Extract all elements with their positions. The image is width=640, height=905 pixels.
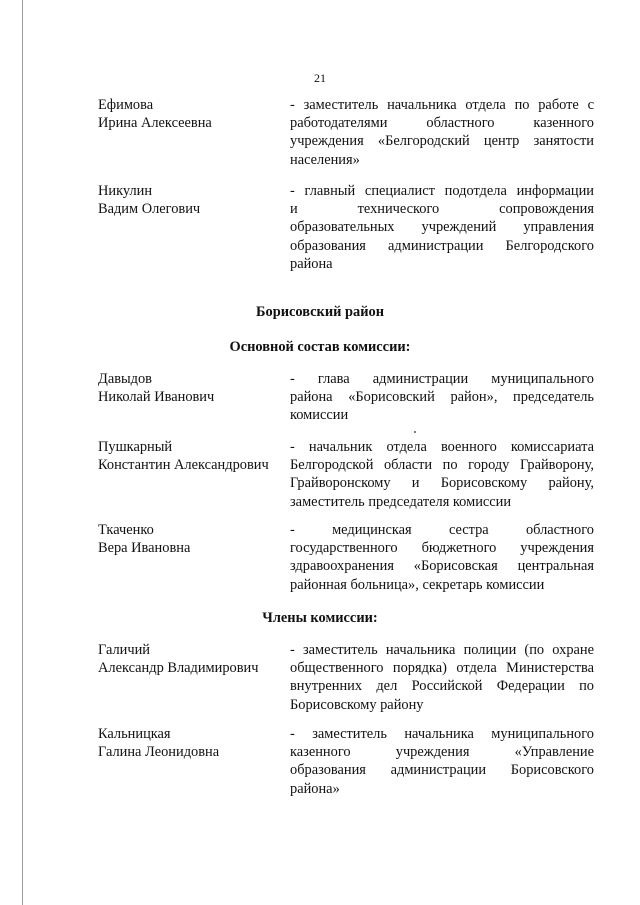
page-number: 21: [314, 71, 326, 85]
person-name: Кальницкая Галина Леонидовна: [98, 726, 220, 761]
scan-speck: [414, 431, 416, 433]
person-role: - заместитель начальника отдела по работе с работодателями областного казенного учреждения «Белгородский центр занятости населения»: [290, 97, 594, 168]
person-role: - глава администрации муниципального района «Борисовский район», председатель комиссии: [290, 371, 594, 424]
person-role: - главный специалист подотдела информации и технического сопровождения образовательных учреждений управления образования администрации Белгородского района: [290, 183, 594, 272]
person-name: Никулин Вадим Олегович: [98, 183, 201, 218]
person-name: Давыдов Николай Иванович: [98, 371, 215, 406]
person-name: Ефимова Ирина Алексеевна: [98, 97, 212, 132]
district-heading: Борисовский район: [255, 304, 384, 320]
scan-edge-line: [22, 0, 23, 905]
person-role: - начальник отдела военного комиссариата Белгородской области по городу Грайворону, Грайворонскому и Борисовскому району, заместитель председателя комиссии: [290, 439, 594, 510]
person-name: Пушкарный Константин Александрович: [98, 439, 269, 474]
person-role: - заместитель начальника полиции (по охране общественного порядка) отдела Министерства внутренних дел Российской Федерации по Борисовскому району: [290, 642, 594, 713]
members-heading: Члены комиссии:: [262, 610, 378, 626]
person-name: Ткаченко Вера Ивановна: [98, 522, 191, 557]
main-composition-heading: Основной состав комиссии:: [229, 339, 411, 355]
person-role: - заместитель начальника муниципального казенного учреждения «Управление образования администрации Борисовского района»: [290, 726, 594, 797]
person-name: Галичий Александр Владимирович: [98, 642, 259, 677]
person-role: - медицинская сестра областного государственного бюджетного учреждения здравоохранения «Борисовская центральная районная больница», секретарь комиссии: [290, 522, 594, 593]
